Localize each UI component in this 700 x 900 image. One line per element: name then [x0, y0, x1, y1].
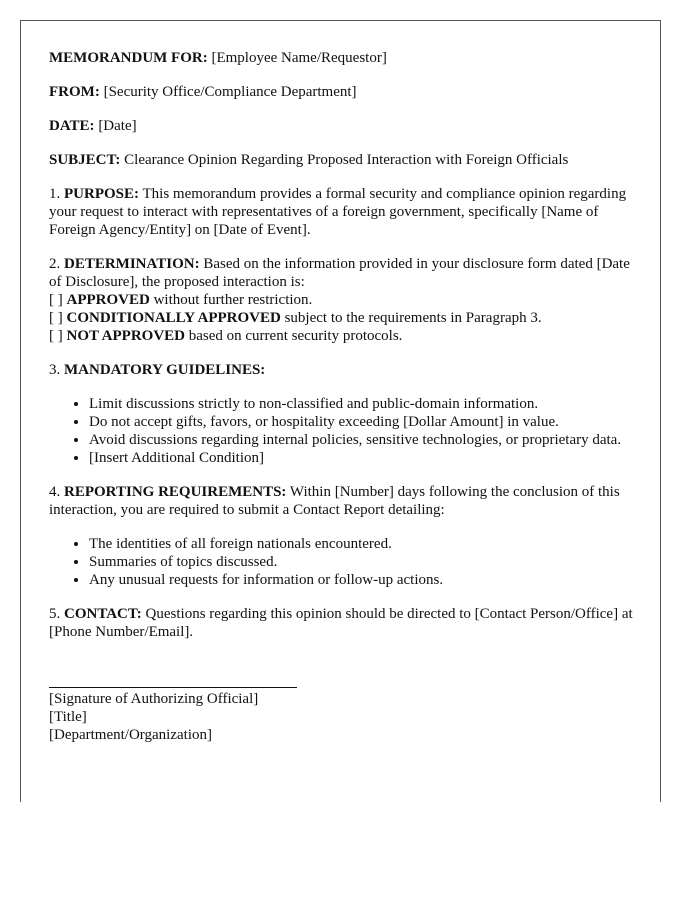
subject-line [49, 151, 633, 169]
subject-value: Clearance Opinion Regarding Proposed Interaction with Foreign Officials [124, 152, 569, 168]
date-value: [Date] [98, 118, 137, 134]
checkbox-not-approved: [ ] [49, 328, 63, 344]
guidelines-list [49, 395, 633, 467]
reporting-text: Within [Number] days following the conclusion of this interaction, you are required to submit a Contact Report detailing: [49, 484, 620, 518]
list-item: • Summaries of topics discussed. [89, 553, 633, 571]
option-approved-text: without further restriction. [153, 292, 313, 308]
contact-section [49, 605, 633, 641]
signature-block [49, 687, 633, 744]
option-conditionally-approved-label: CONDITIONALLY APPROVED [66, 310, 281, 326]
list-item: • The identities of all foreign nationals encountered. [89, 535, 633, 553]
guidelines-number: 3. [49, 362, 61, 378]
signature-title: [Title] [49, 709, 87, 725]
option-approved [49, 291, 633, 309]
contact-label: CONTACT: [64, 606, 142, 622]
option-approved-label: APPROVED [66, 292, 150, 308]
contact-number: 5. [49, 606, 61, 622]
purpose-number: 1. [49, 186, 61, 202]
list-item: • Do not accept gifts, favors, or hospitality exceeding [Dollar Amount] in value. [89, 413, 633, 431]
determination-text: Based on the information provided in your disclosure form dated [Date of Disclosure], the proposed interaction is: [49, 256, 630, 290]
option-not-approved-label: NOT APPROVED [66, 328, 185, 344]
determination-section [49, 255, 633, 345]
reporting-label: REPORTING REQUIREMENTS: [64, 484, 287, 500]
determination-number: 2. [49, 256, 61, 272]
reporting-number: 4. [49, 484, 61, 500]
memo-for-line [49, 49, 633, 67]
memo-document [20, 20, 661, 802]
option-conditionally-approved-text: subject to the requirements in Paragraph 3. [284, 310, 542, 326]
checkbox-conditionally-approved: [ ] [49, 310, 63, 326]
guidelines-heading [49, 361, 633, 379]
from-label: FROM: [49, 84, 100, 100]
reporting-list [49, 535, 633, 589]
memo-for-label: MEMORANDUM FOR: [49, 50, 208, 66]
date-line [49, 117, 633, 135]
date-label: DATE: [49, 118, 95, 134]
reporting-section [49, 483, 633, 519]
list-item: • Any unusual requests for information or follow-up actions. [89, 571, 633, 589]
purpose-label: PURPOSE: [64, 186, 139, 202]
option-conditionally-approved [49, 309, 633, 327]
signature-department: [Department/Organization] [49, 727, 212, 743]
determination-label: DETERMINATION: [64, 256, 200, 272]
from-value: [Security Office/Compliance Department] [103, 84, 357, 100]
contact-text: Questions regarding this opinion should be directed to [Contact Person/Office] at [Phone Number/Email]. [49, 606, 633, 640]
signature-name: [Signature of Authorizing Official] [49, 691, 259, 707]
option-not-approved-text: based on current security protocols. [188, 328, 403, 344]
purpose-text: This memorandum provides a formal security and compliance opinion regarding your request to interact with representatives of a foreign government, specifically [Name of Foreign Agency/Entity] on [Date of Event]. [49, 186, 627, 238]
signature-rule [49, 687, 297, 688]
checkbox-approved: [ ] [49, 292, 63, 308]
purpose-section [49, 185, 633, 239]
list-item: • Limit discussions strictly to non-classified and public-domain information. [89, 395, 633, 413]
list-item: • [Insert Additional Condition] [89, 449, 633, 467]
list-item: • Avoid discussions regarding internal policies, sensitive technologies, or proprietary data. [89, 431, 633, 449]
subject-label: SUBJECT: [49, 152, 121, 168]
memo-for-value: [Employee Name/Requestor] [211, 50, 387, 66]
from-line [49, 83, 633, 101]
option-not-approved [49, 327, 633, 345]
guidelines-label: MANDATORY GUIDELINES: [64, 362, 266, 378]
